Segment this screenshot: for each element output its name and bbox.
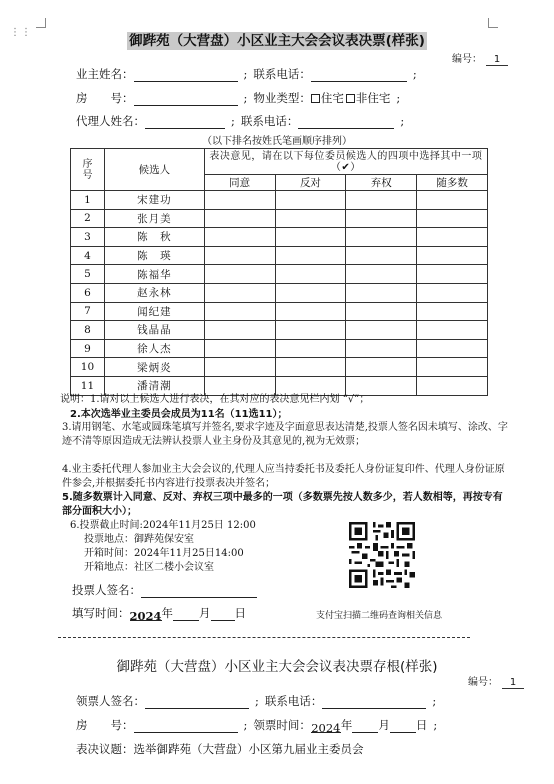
note-2	[70, 408, 510, 422]
residential-checkbox[interactable]	[311, 94, 320, 103]
room-field[interactable]	[134, 94, 238, 106]
opening-time: 开箱时间：2024年11月25日14:00	[84, 548, 244, 559]
oppose-cell[interactable]	[275, 228, 346, 247]
opening-location: 开箱地点：社区二楼小会议室	[84, 562, 214, 573]
stub-month-unit: 月	[378, 718, 390, 732]
follow-majority-cell[interactable]	[417, 339, 488, 358]
serial-label: 编号：	[452, 54, 482, 65]
abstain-cell[interactable]	[346, 246, 417, 265]
vote-location: 投票地点：御跸苑保安室	[84, 534, 194, 545]
candidate-name: 陈 秋	[104, 228, 204, 247]
follow-majority-cell[interactable]	[417, 302, 488, 321]
row-index: 8	[71, 321, 105, 340]
voter-sign-label: 投票人签名：	[72, 583, 141, 597]
oppose-cell[interactable]	[275, 283, 346, 302]
note-1: 说明：1.请对以上候选人进行表决，在其对应的表决意见栏内划 “√”；	[60, 394, 370, 405]
candidate-name: 徐人杰	[104, 339, 204, 358]
abstain-cell[interactable]	[346, 321, 417, 340]
separator: ;	[243, 67, 248, 81]
separator: ;	[243, 91, 248, 105]
agent-name-field[interactable]	[145, 117, 225, 129]
row-index: 11	[71, 376, 105, 395]
row-index: 6	[71, 283, 105, 302]
voter-sign-field[interactable]	[141, 586, 257, 598]
recipient-sign-label: 领票人签名：	[76, 694, 145, 708]
abstain-cell[interactable]	[346, 191, 417, 210]
follow-majority-cell[interactable]	[417, 265, 488, 284]
candidate-name: 陈 瑛	[104, 246, 204, 265]
header-abstain: 弃权	[346, 175, 417, 191]
oppose-cell[interactable]	[275, 191, 346, 210]
row-index: 5	[71, 265, 105, 284]
owner-name-label: 业主姓名：	[76, 67, 134, 81]
candidate-name: 闻纪建	[104, 302, 204, 321]
note-2-text: 2.本次选举业主委员会成员为11名（11选11）；	[70, 409, 288, 420]
row-index: 1	[71, 191, 105, 210]
candidate-name: 赵永林	[104, 283, 204, 302]
stub-year-unit: 年	[340, 718, 353, 732]
agree-cell[interactable]	[204, 321, 275, 340]
table-row	[71, 209, 488, 228]
separator: ;	[396, 91, 401, 105]
separator: ;	[231, 114, 235, 128]
agent-row	[76, 113, 410, 129]
header-candidate: 候选人	[104, 149, 204, 191]
stub-phone-field[interactable]	[322, 697, 426, 709]
agree-cell[interactable]	[204, 339, 275, 358]
voting-table	[70, 148, 488, 396]
stub-room-row	[76, 717, 443, 733]
row-index: 3	[71, 228, 105, 247]
topic-value: 选举御跸苑（大营盘）小区第九届业主委员会	[133, 742, 364, 756]
separator: ;	[255, 694, 259, 708]
follow-majority-cell[interactable]	[417, 283, 488, 302]
day-unit: 日	[234, 606, 246, 620]
oppose-cell[interactable]	[275, 302, 346, 321]
receive-time-label: 领票时间：	[253, 718, 311, 732]
header-follow-majority: 随多数	[417, 175, 488, 191]
stub-room-label: 房 号：	[76, 718, 134, 732]
table-row	[71, 358, 488, 377]
fill-day-field[interactable]	[211, 609, 235, 621]
agree-cell[interactable]	[204, 265, 275, 284]
follow-majority-cell[interactable]	[417, 209, 488, 228]
owner-phone-field[interactable]	[311, 70, 407, 82]
property-type-label: 物业类型：	[253, 91, 311, 105]
note-4: 4.业主委托代理人参加业主大会会议的,代理人应当持委托书及委托人身份证复印件、代理人身份证原件参会,并根据委托书内容进行投票表决并签名；	[62, 464, 505, 489]
month-unit: 月	[199, 606, 211, 620]
row-index: 10	[71, 358, 105, 377]
stub-title: 御跸苑（大营盘）小区业主大会会议表决票存根(样张)	[116, 659, 438, 675]
agree-cell[interactable]	[204, 358, 275, 377]
phone-label: 联系电话：	[253, 67, 311, 81]
candidate-name: 钱晶晶	[104, 321, 204, 340]
oppose-cell[interactable]	[275, 246, 346, 265]
row-index: 4	[71, 246, 105, 265]
oppose-cell[interactable]	[275, 339, 346, 358]
abstain-cell[interactable]	[346, 339, 417, 358]
separator: ;	[432, 694, 437, 708]
note-5	[62, 491, 510, 519]
follow-majority-cell[interactable]	[417, 321, 488, 340]
agent-phone-field[interactable]	[298, 117, 394, 129]
stub-phone-label: 联系电话：	[264, 694, 323, 708]
note-5-text: 5.随多数票计入同意、反对、弃权三项中最多的一项（多数票先按人数多少，若人数相等，再按专有部分面积大小）；	[62, 492, 503, 517]
follow-majority-cell[interactable]	[417, 358, 488, 377]
non-residential-label: 非住宅	[355, 91, 391, 105]
table-row	[71, 265, 488, 284]
oppose-cell[interactable]	[275, 321, 346, 340]
agree-cell[interactable]	[204, 209, 275, 228]
separator: ;	[243, 718, 248, 732]
agree-cell[interactable]	[204, 283, 275, 302]
note-3: 3.请用钢笔、水笔或圆珠笔填写并签名,要求字迹及字面意思表达清楚,投票人签名因未填写、涂改、字迹不清等原因造成无法辨认投票人业主身份及其意见的,视为无效票；	[62, 422, 508, 447]
follow-majority-cell[interactable]	[417, 191, 488, 210]
header-agree: 同意	[204, 175, 275, 191]
table-row	[71, 283, 488, 302]
fill-time-label: 填写时间：	[72, 606, 130, 620]
stub-sign-row	[76, 693, 442, 709]
oppose-cell[interactable]	[275, 265, 346, 284]
receive-day-field[interactable]	[390, 721, 416, 733]
table-row	[71, 321, 488, 340]
abstain-cell[interactable]	[346, 209, 417, 228]
candidate-name: 张月美	[104, 209, 204, 228]
year-unit: 年	[161, 606, 173, 620]
agree-cell[interactable]	[204, 302, 275, 321]
header-opinion: 表决意见，请在以下每位委员候选人的四项中选择其中一项（✔）	[204, 149, 487, 175]
row-index: 9	[71, 339, 105, 358]
tear-line	[58, 637, 470, 638]
table-row	[71, 191, 488, 210]
abstain-cell[interactable]	[346, 302, 417, 321]
voter-sign-row	[72, 582, 257, 598]
table-row	[71, 339, 488, 358]
drag-handle-icon[interactable]: ⋮⋮	[10, 27, 32, 38]
table-row	[71, 228, 488, 247]
agent-phone-label: 联系电话：	[240, 114, 299, 128]
fill-year-field[interactable]: 2024	[129, 609, 162, 623]
qr-code-icon[interactable]	[349, 522, 415, 588]
separator: ;	[412, 67, 417, 81]
order-note: （以下排名按姓氏笔画顺序排列）	[202, 136, 352, 147]
follow-majority-cell[interactable]	[417, 228, 488, 247]
abstain-cell[interactable]	[346, 265, 417, 284]
room-label: 房 号：	[76, 91, 134, 105]
room-row	[76, 90, 406, 106]
table-row	[71, 302, 488, 321]
separator: ;	[400, 114, 405, 128]
separator: ;	[433, 718, 438, 732]
recipient-sign-field[interactable]	[145, 697, 249, 709]
oppose-cell[interactable]	[275, 358, 346, 377]
abstain-cell[interactable]	[346, 358, 417, 377]
abstain-cell[interactable]	[346, 283, 417, 302]
row-index: 7	[71, 302, 105, 321]
receive-month-field[interactable]	[352, 721, 378, 733]
stub-serial-label: 编号：	[468, 677, 498, 688]
candidate-name: 宋建功	[104, 191, 204, 210]
residential-label: 住宅	[320, 91, 344, 105]
topic-label: 表决议题：	[76, 742, 134, 756]
table-row	[71, 246, 488, 265]
header-index: 序号	[71, 149, 105, 191]
header-oppose: 反对	[275, 175, 346, 191]
agree-cell[interactable]	[204, 191, 275, 210]
candidate-name: 潘清潮	[104, 376, 204, 395]
serial-number	[452, 50, 508, 66]
candidate-name: 陈福华	[104, 265, 204, 284]
ballot-title: 御跸苑（大营盘）小区业主大会会议表决票(样张)	[129, 33, 425, 49]
serial-value: 1	[486, 54, 508, 66]
owner-row	[76, 66, 423, 82]
stub-room-field[interactable]	[134, 721, 238, 733]
stub-topic-row	[76, 741, 364, 757]
fill-time-row	[72, 605, 246, 621]
receive-year-field[interactable]: 2024	[311, 721, 341, 735]
owner-name-field[interactable]	[134, 70, 238, 82]
stub-serial-value: 1	[502, 677, 524, 689]
note-6: 6.投票截止时间:2024年11月25日 12:00	[70, 520, 256, 531]
agree-cell[interactable]	[204, 228, 275, 247]
agree-cell[interactable]	[204, 246, 275, 265]
abstain-cell[interactable]	[346, 228, 417, 247]
agent-name-label: 代理人姓名：	[76, 114, 145, 128]
oppose-cell[interactable]	[275, 209, 346, 228]
non-residential-checkbox[interactable]	[346, 94, 355, 103]
candidate-name: 梁炳炎	[104, 358, 204, 377]
corner-mark	[488, 18, 498, 28]
fill-month-field[interactable]	[173, 609, 199, 621]
corner-mark	[36, 18, 46, 28]
stub-day-unit: 日	[415, 718, 428, 732]
follow-majority-cell[interactable]	[417, 246, 488, 265]
stub-serial-number	[468, 673, 524, 689]
row-index: 2	[71, 209, 105, 228]
qr-caption: 支付宝扫描二维码查询相关信息	[316, 611, 443, 621]
